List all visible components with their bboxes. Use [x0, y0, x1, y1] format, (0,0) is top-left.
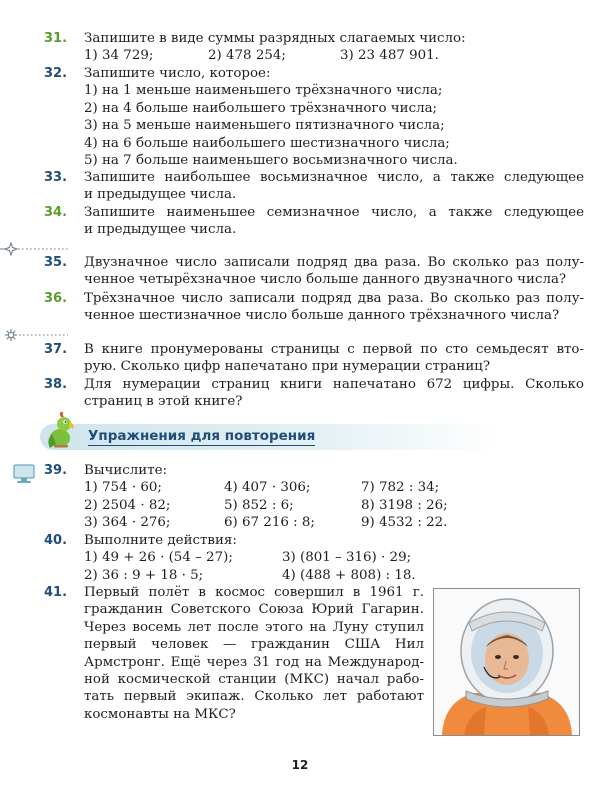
problem-number: 36. [44, 291, 68, 306]
problem-text: гражданин Советского Союза Юрий Гагарин. [84, 602, 424, 618]
item: 3) 23 487 901. [340, 48, 439, 64]
page-number: 12 [291, 758, 309, 772]
problem-number: 38. [44, 377, 68, 392]
section-title: Упражнения для повторения [88, 428, 316, 444]
item: 4) 407 · 306; [224, 480, 311, 496]
item: 2) на 4 больше наибольшего трёхзначного числа; [84, 100, 438, 116]
problem-text: Первый полёт в космос совершил в 1961 г. [84, 585, 424, 600]
problem-number: 37. [44, 342, 68, 357]
problem-text: космонавты на МКС? [84, 706, 236, 722]
problem-text: Запишите наименьшее семизначное число, а также следующее [84, 205, 584, 220]
item: 4) на 6 больше наибольшего шестизначного числа; [84, 135, 450, 151]
problem-number: 33. [44, 170, 68, 185]
problem-text: Выполните действия: [84, 533, 237, 548]
item: 1) 34 729; [84, 48, 154, 64]
problem-35 [44, 254, 584, 289]
problem-36 [44, 290, 584, 325]
problem-31 [44, 30, 584, 65]
problem-33 [44, 169, 584, 204]
problem-text: первый человек — гражданин США Нил [84, 637, 424, 653]
item: 5) на 7 больше наименьшего восьмизначного числа. [84, 153, 458, 169]
problem-38 [44, 376, 584, 411]
item: 7) 782 : 34; [361, 480, 440, 496]
item: 3) (801 – 316) · 29; [282, 550, 412, 566]
problem-40 [44, 532, 584, 584]
star-marker-icon [0, 328, 68, 342]
problem-number: 41. [44, 585, 68, 600]
problem-text: тать первый экипаж. Сколько лет работают [84, 689, 424, 705]
problem-text: и предыдущее числа. [84, 222, 237, 238]
problem-text: Вычислите: [84, 463, 168, 478]
problem-text: и предыдущее числа. [84, 187, 237, 203]
item: 2) 478 254; [208, 48, 286, 64]
item: 1) на 1 меньше наименьшего трёхзначного числа; [84, 83, 443, 99]
problem-number: 35. [44, 255, 68, 270]
item: 8) 3198 : 26; [361, 497, 448, 513]
problem-text: ной космической станции (МКС) начал рабо- [84, 672, 424, 688]
problem-number: 31. [44, 31, 68, 46]
problem-text: Запишите в виде суммы разрядных слагаемых число: [84, 31, 466, 46]
item: 1) 49 + 26 · (54 – 27); [84, 550, 233, 566]
problem-number: 34. [44, 205, 68, 220]
problem-text: Запишите наибольшее восьмизначное число, а также следующее [84, 170, 584, 185]
problem-32 [44, 65, 584, 169]
problem-text: Трёхзначное число записали подряд два раза. Во сколько раз полу- [84, 291, 584, 306]
problem-37 [44, 341, 584, 376]
problem-39 [44, 462, 584, 532]
problem-text: ченное четырёхзначное число больше данного двузначного числа? [84, 272, 567, 288]
problem-text: Армстронг. Ещё через 31 год на Международ- [84, 654, 424, 670]
problem-text: страниц в этой книге? [84, 394, 243, 410]
problem-34 [44, 204, 584, 239]
problem-text: Для нумерации страниц книги напечатано 672 цифры. Сколько [84, 377, 584, 392]
item: 2) 2504 · 82; [84, 497, 171, 513]
problem-text: рую. Сколько цифр напечатано при нумерации страниц? [84, 359, 491, 375]
item: 9) 4532 : 22. [361, 515, 448, 531]
item: 5) 852 : 6; [224, 497, 294, 513]
parrot-icon [44, 410, 80, 450]
item: 2) 36 : 9 + 18 · 5; [84, 567, 204, 583]
problem-text: Через восемь лет после этого на Луну ступил [84, 619, 424, 635]
problem-number: 40. [44, 533, 68, 548]
item: 6) 67 216 : 8; [224, 515, 315, 531]
item: 1) 754 · 60; [84, 480, 162, 496]
astronaut-illustration [433, 588, 580, 736]
problem-text: Запишите число, которое: [84, 66, 271, 81]
problem-number: 32. [44, 66, 68, 81]
problem-text: ченное шестизначное число больше данного трёхзначного числа? [84, 308, 560, 324]
problem-number: 39. [44, 463, 68, 478]
item: 3) на 5 меньше наименьшего пятизначного числа; [84, 118, 445, 134]
problem-text: В книге пронумерованы страницы с первой по сто семьдесят вто- [84, 342, 584, 357]
item: 4) (488 + 808) : 18. [282, 567, 416, 583]
problem-text: Двузначное число записали подряд два раза. Во сколько раз полу- [84, 255, 584, 270]
item: 3) 364 · 276; [84, 515, 171, 531]
computer-icon [12, 464, 36, 484]
problem-41 [44, 584, 424, 723]
